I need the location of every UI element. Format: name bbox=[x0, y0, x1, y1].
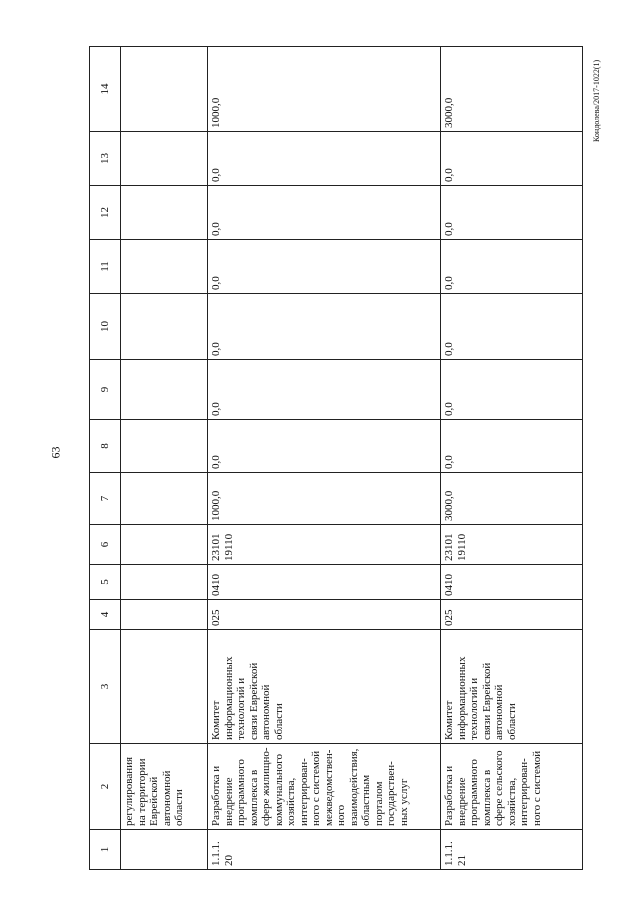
cell-col10 bbox=[121, 294, 208, 360]
cell-csr: 23101 19110 bbox=[441, 525, 583, 565]
cell-col8: 0,0 bbox=[208, 420, 441, 473]
cell-col9 bbox=[121, 360, 208, 420]
cell-col11: 0,0 bbox=[441, 240, 583, 294]
cell-executor: Комитет информационных технологий и связи Еврейской автономной области bbox=[441, 630, 583, 744]
cell-col13: 0,0 bbox=[441, 132, 583, 186]
budget-table bbox=[89, 46, 583, 870]
cell-name: Разработка и внедрение программного комплекса в сфере сельского хозяйства, интегрирован- ного с системой bbox=[441, 744, 583, 830]
document-code: Кондолева/2017-1022(1) bbox=[592, 59, 601, 142]
cell-col9: 0,0 bbox=[208, 360, 441, 420]
header-cell: 9 bbox=[90, 360, 121, 420]
rotated-table-container bbox=[89, 47, 583, 870]
cell-col9: 0,0 bbox=[441, 360, 583, 420]
cell-col12: 0,0 bbox=[441, 186, 583, 240]
cell-name: регулирования на территории Еврейской автономной области bbox=[121, 744, 208, 830]
cell-col10: 0,0 bbox=[441, 294, 583, 360]
cell-col7: 1000,0 bbox=[208, 473, 441, 525]
header-cell: 1 bbox=[90, 830, 121, 870]
table-row bbox=[208, 47, 441, 870]
header-cell: 13 bbox=[90, 132, 121, 186]
cell-rzpr bbox=[121, 565, 208, 600]
cell-csr bbox=[121, 525, 208, 565]
cell-id: 1.1.1. 21 bbox=[441, 830, 583, 870]
cell-executor bbox=[121, 630, 208, 744]
header-cell: 2 bbox=[90, 744, 121, 830]
cell-executor: Комитет информационных технологий и связи Еврейской автономной области bbox=[208, 630, 441, 744]
header-cell: 5 bbox=[90, 565, 121, 600]
cell-id: 1.1.1. 20 bbox=[208, 830, 441, 870]
cell-name: Разработка и внедрение программного комплекса в сфере жилищно- коммунального хозяйства, интегрирован- ного с системой межведомствен- ного взаимодействия, областным порталом государствен- ных услуг bbox=[208, 744, 441, 830]
cell-col11 bbox=[121, 240, 208, 294]
cell-col7: 3000,0 bbox=[441, 473, 583, 525]
cell-grbs bbox=[121, 600, 208, 630]
cell-col8: 0,0 bbox=[441, 420, 583, 473]
cell-col12: 0,0 bbox=[208, 186, 441, 240]
cell-col10: 0,0 bbox=[208, 294, 441, 360]
cell-rzpr: 0410 bbox=[208, 565, 441, 600]
table-row bbox=[441, 47, 583, 870]
header-cell: 4 bbox=[90, 600, 121, 630]
cell-col8 bbox=[121, 420, 208, 473]
page-number: 63 bbox=[48, 446, 63, 459]
table-row-continuation bbox=[121, 47, 208, 870]
header-cell: 12 bbox=[90, 186, 121, 240]
cell-col7 bbox=[121, 473, 208, 525]
header-cell: 10 bbox=[90, 294, 121, 360]
cell-id bbox=[121, 830, 208, 870]
cell-grbs: 025 bbox=[208, 600, 441, 630]
header-cell: 3 bbox=[90, 630, 121, 744]
cell-csr: 23101 19110 bbox=[208, 525, 441, 565]
cell-col13 bbox=[121, 132, 208, 186]
header-cell: 8 bbox=[90, 420, 121, 473]
cell-col14: 3000,0 bbox=[441, 47, 583, 132]
cell-col13: 0,0 bbox=[208, 132, 441, 186]
cell-rzpr: 0410 bbox=[441, 565, 583, 600]
header-row bbox=[90, 47, 121, 870]
header-cell: 11 bbox=[90, 240, 121, 294]
cell-col14: 1000,0 bbox=[208, 47, 441, 132]
cell-col12 bbox=[121, 186, 208, 240]
cell-col11: 0,0 bbox=[208, 240, 441, 294]
cell-grbs: 025 bbox=[441, 600, 583, 630]
header-cell: 14 bbox=[90, 47, 121, 132]
header-cell: 6 bbox=[90, 525, 121, 565]
cell-col14 bbox=[121, 47, 208, 132]
header-cell: 7 bbox=[90, 473, 121, 525]
